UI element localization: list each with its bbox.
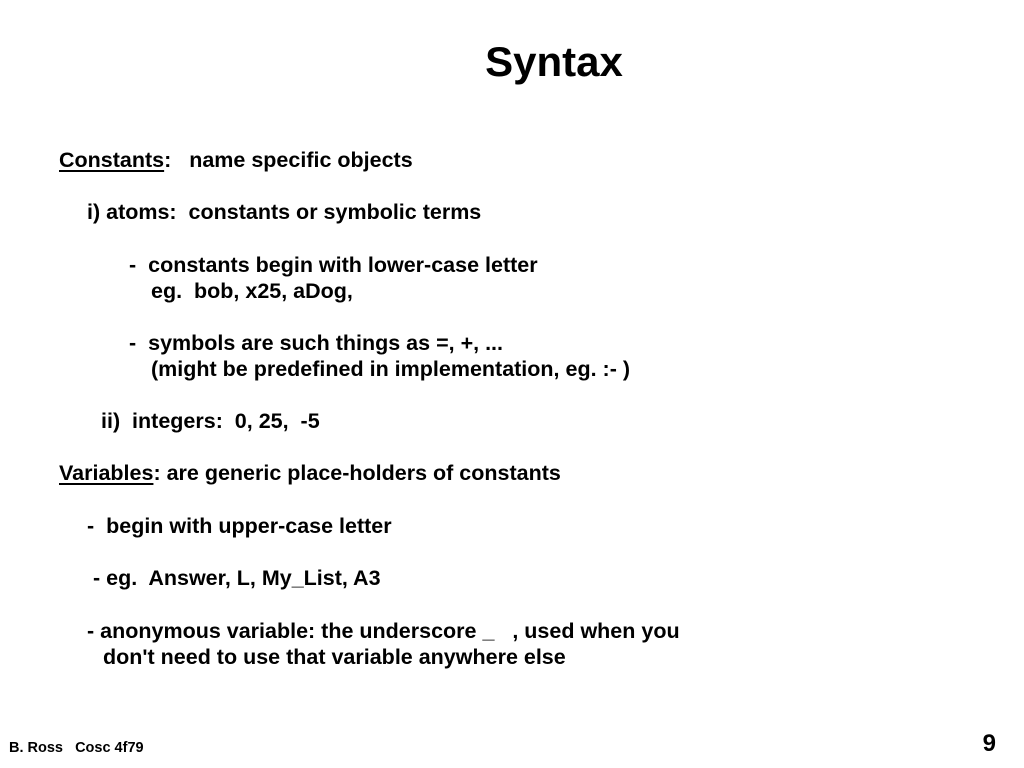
integers-line: ii) integers: 0, 25, -5 [101, 409, 320, 433]
atoms-example: eg. bob, x25, aDog, [151, 279, 353, 303]
constants-description: : name specific objects [164, 148, 413, 172]
atoms-symbols-note: (might be predefined in implementation, eg. :- ) [151, 357, 630, 381]
variables-point-examples: - eg. Answer, L, My_List, A3 [93, 566, 381, 590]
variables-line [59, 460, 561, 486]
atoms-bullet-symbols: - symbols are such things as =, +, ... [129, 331, 503, 355]
atoms-line: i) atoms: constants or symbolic terms [87, 200, 482, 224]
footer-author-course: B. Ross Cosc 4f79 [9, 740, 144, 756]
variables-description: : are generic place-holders of constants [153, 461, 561, 485]
constants-heading: Constants [59, 148, 165, 172]
variables-point-anonymous-cont: don't need to use that variable anywhere else [103, 645, 566, 669]
variables-heading: Variables [59, 461, 154, 485]
slide-title: Syntax [485, 38, 623, 85]
variables-point-uppercase: - begin with upper-case letter [87, 514, 392, 538]
constants-line [59, 147, 413, 173]
page-number: 9 [982, 730, 996, 757]
atoms-bullet-lowercase: - constants begin with lower-case letter [129, 253, 538, 277]
variables-point-anonymous: - anonymous variable: the underscore _ , used when you [87, 619, 680, 643]
